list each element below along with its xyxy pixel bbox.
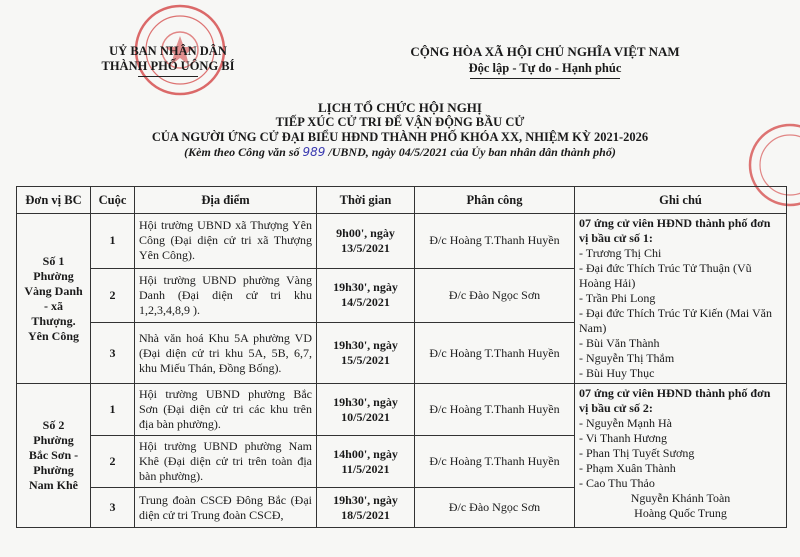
national-motto: Độc lập - Tự do - Hạnh phúc [468, 61, 622, 75]
session-number: 1 [91, 384, 135, 436]
assign-cell: Đ/c Hoàng T.Thanh Huyền [415, 384, 575, 436]
title-line2: TIẾP XÚC CỬ TRI ĐỂ VẬN ĐỘNG BẦU CỬ [275, 115, 525, 129]
candidate-item: Nguyễn Khánh Toàn [630, 491, 731, 505]
unit-line: Thượng. [31, 313, 76, 328]
col-header-place: Địa điểm [135, 187, 317, 214]
note-title: 07 ứng cử viên HĐND thành phố đơn vị bầu cử số 1: [579, 216, 771, 245]
candidate-item: - Bùi Văn Thành [579, 336, 660, 350]
candidate-item: - Nguyễn Thị Thắm [579, 351, 675, 365]
unit-cell [17, 214, 91, 384]
unit-cell [17, 384, 91, 528]
table-row [17, 384, 787, 436]
place-cell: Hội trường UBND phường Nam Khê (Đại diện cử tri trên toàn địa bàn phường). [135, 436, 317, 488]
place-cell: Hội trường UBND phường Bắc Sơn (Đại diện cử tri các khu trên địa bàn phường). [135, 384, 317, 436]
unit-line: Phường [33, 463, 74, 477]
table-header-row [17, 187, 787, 214]
reference-suffix: /UBND, ngày 04/5/2021 của Ủy ban nhân dân thành phố) [328, 145, 616, 159]
place-cell: Hội trường UBND phường Vàng Danh (Đại diện cử tri khu 1,2,3,4,8,9 ). [135, 268, 317, 323]
issuer-line1: UỶ BAN NHÂN DÂN [109, 44, 227, 58]
handwritten-doc-number: 989 [302, 145, 326, 159]
candidate-item: - Bùi Huy Thục [579, 366, 655, 380]
candidate-item: - Nguyễn Mạnh Hà [579, 416, 672, 430]
candidate-item: - Đại đức Thích Trúc Tử Thuận (Vũ Hoàng Hải) [579, 261, 752, 290]
time-cell: 14h00', ngày 11/5/2021 [317, 436, 415, 488]
session-number: 3 [91, 323, 135, 384]
unit-line: Nam Khê [29, 478, 78, 492]
title-line3: CỦA NGƯỜI ỨNG CỬ ĐẠI BIỂU HĐND THÀNH PHỐ KHÓA XX, NHIỆM KỲ 2021-2026 [151, 130, 649, 144]
note-title: 07 ứng cử viên HĐND thành phố đơn vị bầu cử số 2: [579, 386, 771, 415]
issuer-underline [138, 76, 198, 77]
unit-line: Vàng Danh [24, 283, 83, 298]
time-cell: 19h30', ngày 15/5/2021 [317, 323, 415, 384]
title-line1: LỊCH TỔ CHỨC HỘI NGHỊ [318, 100, 482, 115]
unit-line: Yên Công [27, 328, 79, 343]
table-row [17, 214, 787, 269]
session-number: 1 [91, 214, 135, 269]
col-header-time: Thời gian [317, 187, 415, 214]
session-number: 2 [91, 436, 135, 488]
assign-cell: Đ/c Hoàng T.Thanh Huyền [415, 323, 575, 384]
unit-line: Phường [33, 268, 74, 283]
unit-line: Phường [33, 433, 74, 447]
time-cell: 19h30', ngày 18/5/2021 [317, 488, 415, 528]
place-cell: Hội trường UBND xã Thượng Yên Công (Đại diện cử tri xã Thượng Yên Công). [135, 214, 317, 269]
assign-cell: Đ/c Đào Ngọc Sơn [415, 488, 575, 528]
assign-cell: Đ/c Đào Ngọc Sơn [415, 268, 575, 323]
session-number: 2 [91, 268, 135, 323]
assign-cell: Đ/c Hoàng T.Thanh Huyền [415, 436, 575, 488]
candidate-item: - Vi Thanh Hương [579, 431, 668, 445]
unit-line: Bắc Sơn - [28, 448, 79, 462]
col-header-unit: Đơn vị BC [17, 187, 91, 214]
candidate-item: - Phạm Xuân Thành [579, 461, 676, 475]
candidate-item: - Trương Thị Chi [579, 246, 662, 260]
candidate-item: - Trần Phi Long [579, 291, 656, 305]
time-cell: 19h30', ngày 10/5/2021 [317, 384, 415, 436]
note-cell [575, 214, 787, 384]
unit-line: - xã [44, 298, 63, 313]
reference-prefix: (Kèm theo Công văn số [184, 145, 300, 159]
document-title [100, 100, 700, 160]
title-reference [100, 145, 700, 160]
place-cell: Trung đoàn CSCĐ Đông Bắc (Đại diện cử tri Trung đoàn CSCĐ, [135, 488, 317, 528]
unit-line: Số 1 [42, 253, 65, 268]
national-header [380, 44, 710, 79]
candidate-item: Hoàng Quốc Trung [634, 506, 727, 520]
candidate-item: - Đại đức Thích Trúc Tử Kiến (Mai Văn Nam) [579, 306, 772, 335]
unit-line: Số 2 [42, 418, 65, 432]
issuer-header [88, 44, 248, 77]
col-header-note: Ghi chú [575, 187, 787, 214]
schedule-table [16, 186, 787, 528]
place-cell: Nhà văn hoá Khu 5A phường VD (Đại diện cử tri khu 5A, 5B, 6,7, khu Miếu Thán, Đồng Bống). [135, 323, 317, 384]
national-title: CỘNG HÒA XÃ HỘI CHỦ NGHĨA VIỆT NAM [410, 44, 680, 59]
session-number: 3 [91, 488, 135, 528]
col-header-assign: Phân công [415, 187, 575, 214]
candidate-item: - Cao Thu Thảo [579, 476, 655, 490]
col-header-session: Cuộc [91, 187, 135, 214]
time-cell: 9h00', ngày 13/5/2021 [317, 214, 415, 269]
assign-cell: Đ/c Hoàng T.Thanh Huyền [415, 214, 575, 269]
note-cell [575, 384, 787, 528]
time-cell: 19h30', ngày 14/5/2021 [317, 268, 415, 323]
issuer-line2: THÀNH PHỐ UÔNG BÍ [101, 59, 235, 73]
candidate-item: - Phan Thị Tuyết Sương [579, 446, 695, 460]
motto-underline [470, 78, 620, 79]
